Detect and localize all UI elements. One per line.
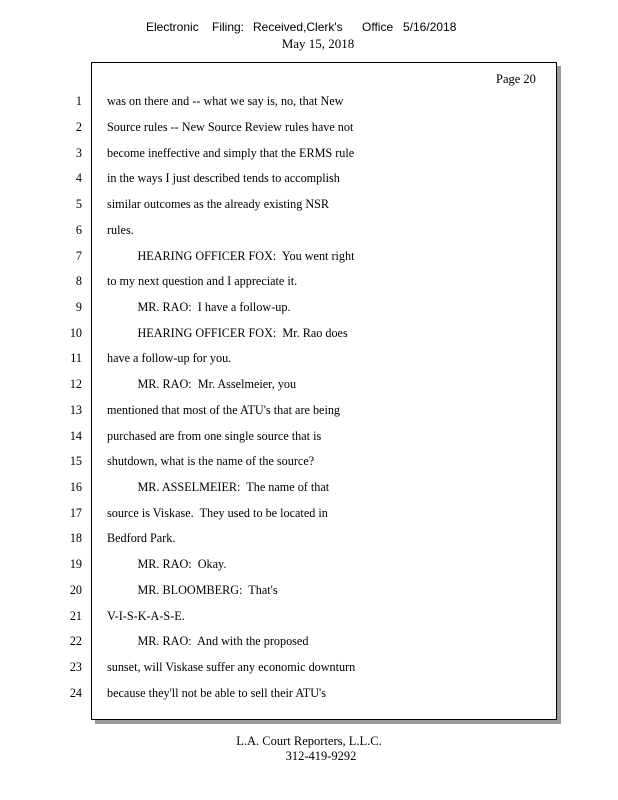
transcript-line	[0, 197, 618, 223]
line-text: sunset, will Viskase suffer any economic downturn	[107, 660, 356, 674]
line-text: was on there and -- what we say is, no, that New	[107, 94, 344, 108]
transcript-line	[0, 609, 618, 635]
line-number: 11	[70, 351, 82, 365]
line-number: 3	[75, 146, 82, 160]
line-text: in the ways I just described tends to accomplish	[107, 171, 340, 185]
line-number: 16	[69, 480, 82, 494]
line-number: 21	[69, 609, 82, 623]
transcript-line	[0, 557, 618, 583]
line-number: 23	[69, 660, 82, 674]
transcript-line	[0, 403, 618, 429]
line-text: MR. RAO: I have a follow-up.	[107, 300, 291, 314]
line-text: rules.	[107, 223, 134, 237]
court-reporter-name: L.A. Court Reporters, L.L.C.	[236, 734, 382, 748]
court-reporter-phone: 312-419-9292	[285, 749, 357, 763]
line-text: to my next question and I appreciate it.	[107, 274, 298, 288]
line-text: MR. RAO: Okay.	[107, 557, 227, 571]
line-number: 7	[75, 249, 82, 263]
transcript-line	[0, 249, 618, 275]
line-number: 22	[69, 634, 82, 648]
line-text: source is Viskase. They used to be located in	[107, 506, 328, 520]
line-number: 8	[75, 274, 82, 288]
line-number: 13	[69, 403, 82, 417]
line-number: 18	[69, 531, 82, 545]
line-text: MR. RAO: And with the proposed	[107, 634, 309, 648]
line-number: 6	[75, 223, 82, 237]
stamp-word: Filing:	[212, 20, 245, 34]
line-text: similar outcomes as the already existing NSR	[107, 197, 330, 211]
transcript-line	[0, 660, 618, 686]
transcript-line	[0, 377, 618, 403]
hearing-date: May 15, 2018	[281, 36, 355, 51]
line-number: 9	[75, 300, 82, 314]
line-number: 17	[69, 506, 82, 520]
line-number: 20	[69, 583, 82, 597]
line-text: Bedford Park.	[107, 531, 176, 545]
stamp-word: Electronic	[146, 20, 199, 34]
transcript-line	[0, 223, 618, 249]
transcript-line	[0, 686, 618, 712]
transcript-line	[0, 583, 618, 609]
line-text: HEARING OFFICER FOX: You went right	[107, 249, 355, 263]
line-text: MR. ASSELMEIER: The name of that	[107, 480, 330, 494]
transcript-line	[0, 120, 618, 146]
stamp-word: Office	[362, 20, 394, 34]
line-number: 4	[75, 171, 82, 185]
line-text: Source rules -- New Source Review rules have not	[107, 120, 354, 134]
transcript-line	[0, 274, 618, 300]
line-number: 19	[69, 557, 82, 571]
transcript-line	[0, 146, 618, 172]
transcript-line	[0, 634, 618, 660]
transcript-line	[0, 531, 618, 557]
line-text: purchased are from one single source that is	[107, 429, 322, 443]
line-number: 1	[75, 94, 82, 108]
page-number: Page 20	[496, 72, 536, 86]
line-number: 12	[69, 377, 82, 391]
line-text: have a follow-up for you.	[107, 351, 232, 365]
transcript-line	[0, 480, 618, 506]
line-number: 10	[69, 326, 82, 340]
line-text: shutdown, what is the name of the source?	[107, 454, 315, 468]
transcript-line	[0, 454, 618, 480]
transcript-line	[0, 506, 618, 532]
transcript-line	[0, 326, 618, 352]
line-number: 14	[69, 429, 82, 443]
line-text: HEARING OFFICER FOX: Mr. Rao does	[107, 326, 348, 340]
stamp-word: Received,Clerk's	[253, 20, 343, 34]
line-text: become ineffective and simply that the ERMS rule	[107, 146, 355, 160]
transcript-line	[0, 351, 618, 377]
line-text: because they'll not be able to sell their ATU's	[107, 686, 326, 700]
transcript-line	[0, 171, 618, 197]
stamp-word: 5/16/2018	[403, 20, 457, 34]
line-text: MR. RAO: Mr. Asselmeier, you	[107, 377, 297, 391]
line-text: mentioned that most of the ATU's that are being	[107, 403, 341, 417]
line-number: 15	[69, 454, 82, 468]
transcript-line	[0, 94, 618, 120]
transcript-line	[0, 429, 618, 455]
line-text: MR. BLOOMBERG: That's	[107, 583, 278, 597]
line-number: 2	[75, 120, 82, 134]
transcript-line	[0, 300, 618, 326]
line-number: 5	[75, 197, 82, 211]
line-number: 24	[69, 686, 82, 700]
line-text: V-I-S-K-A-S-E.	[107, 609, 185, 623]
